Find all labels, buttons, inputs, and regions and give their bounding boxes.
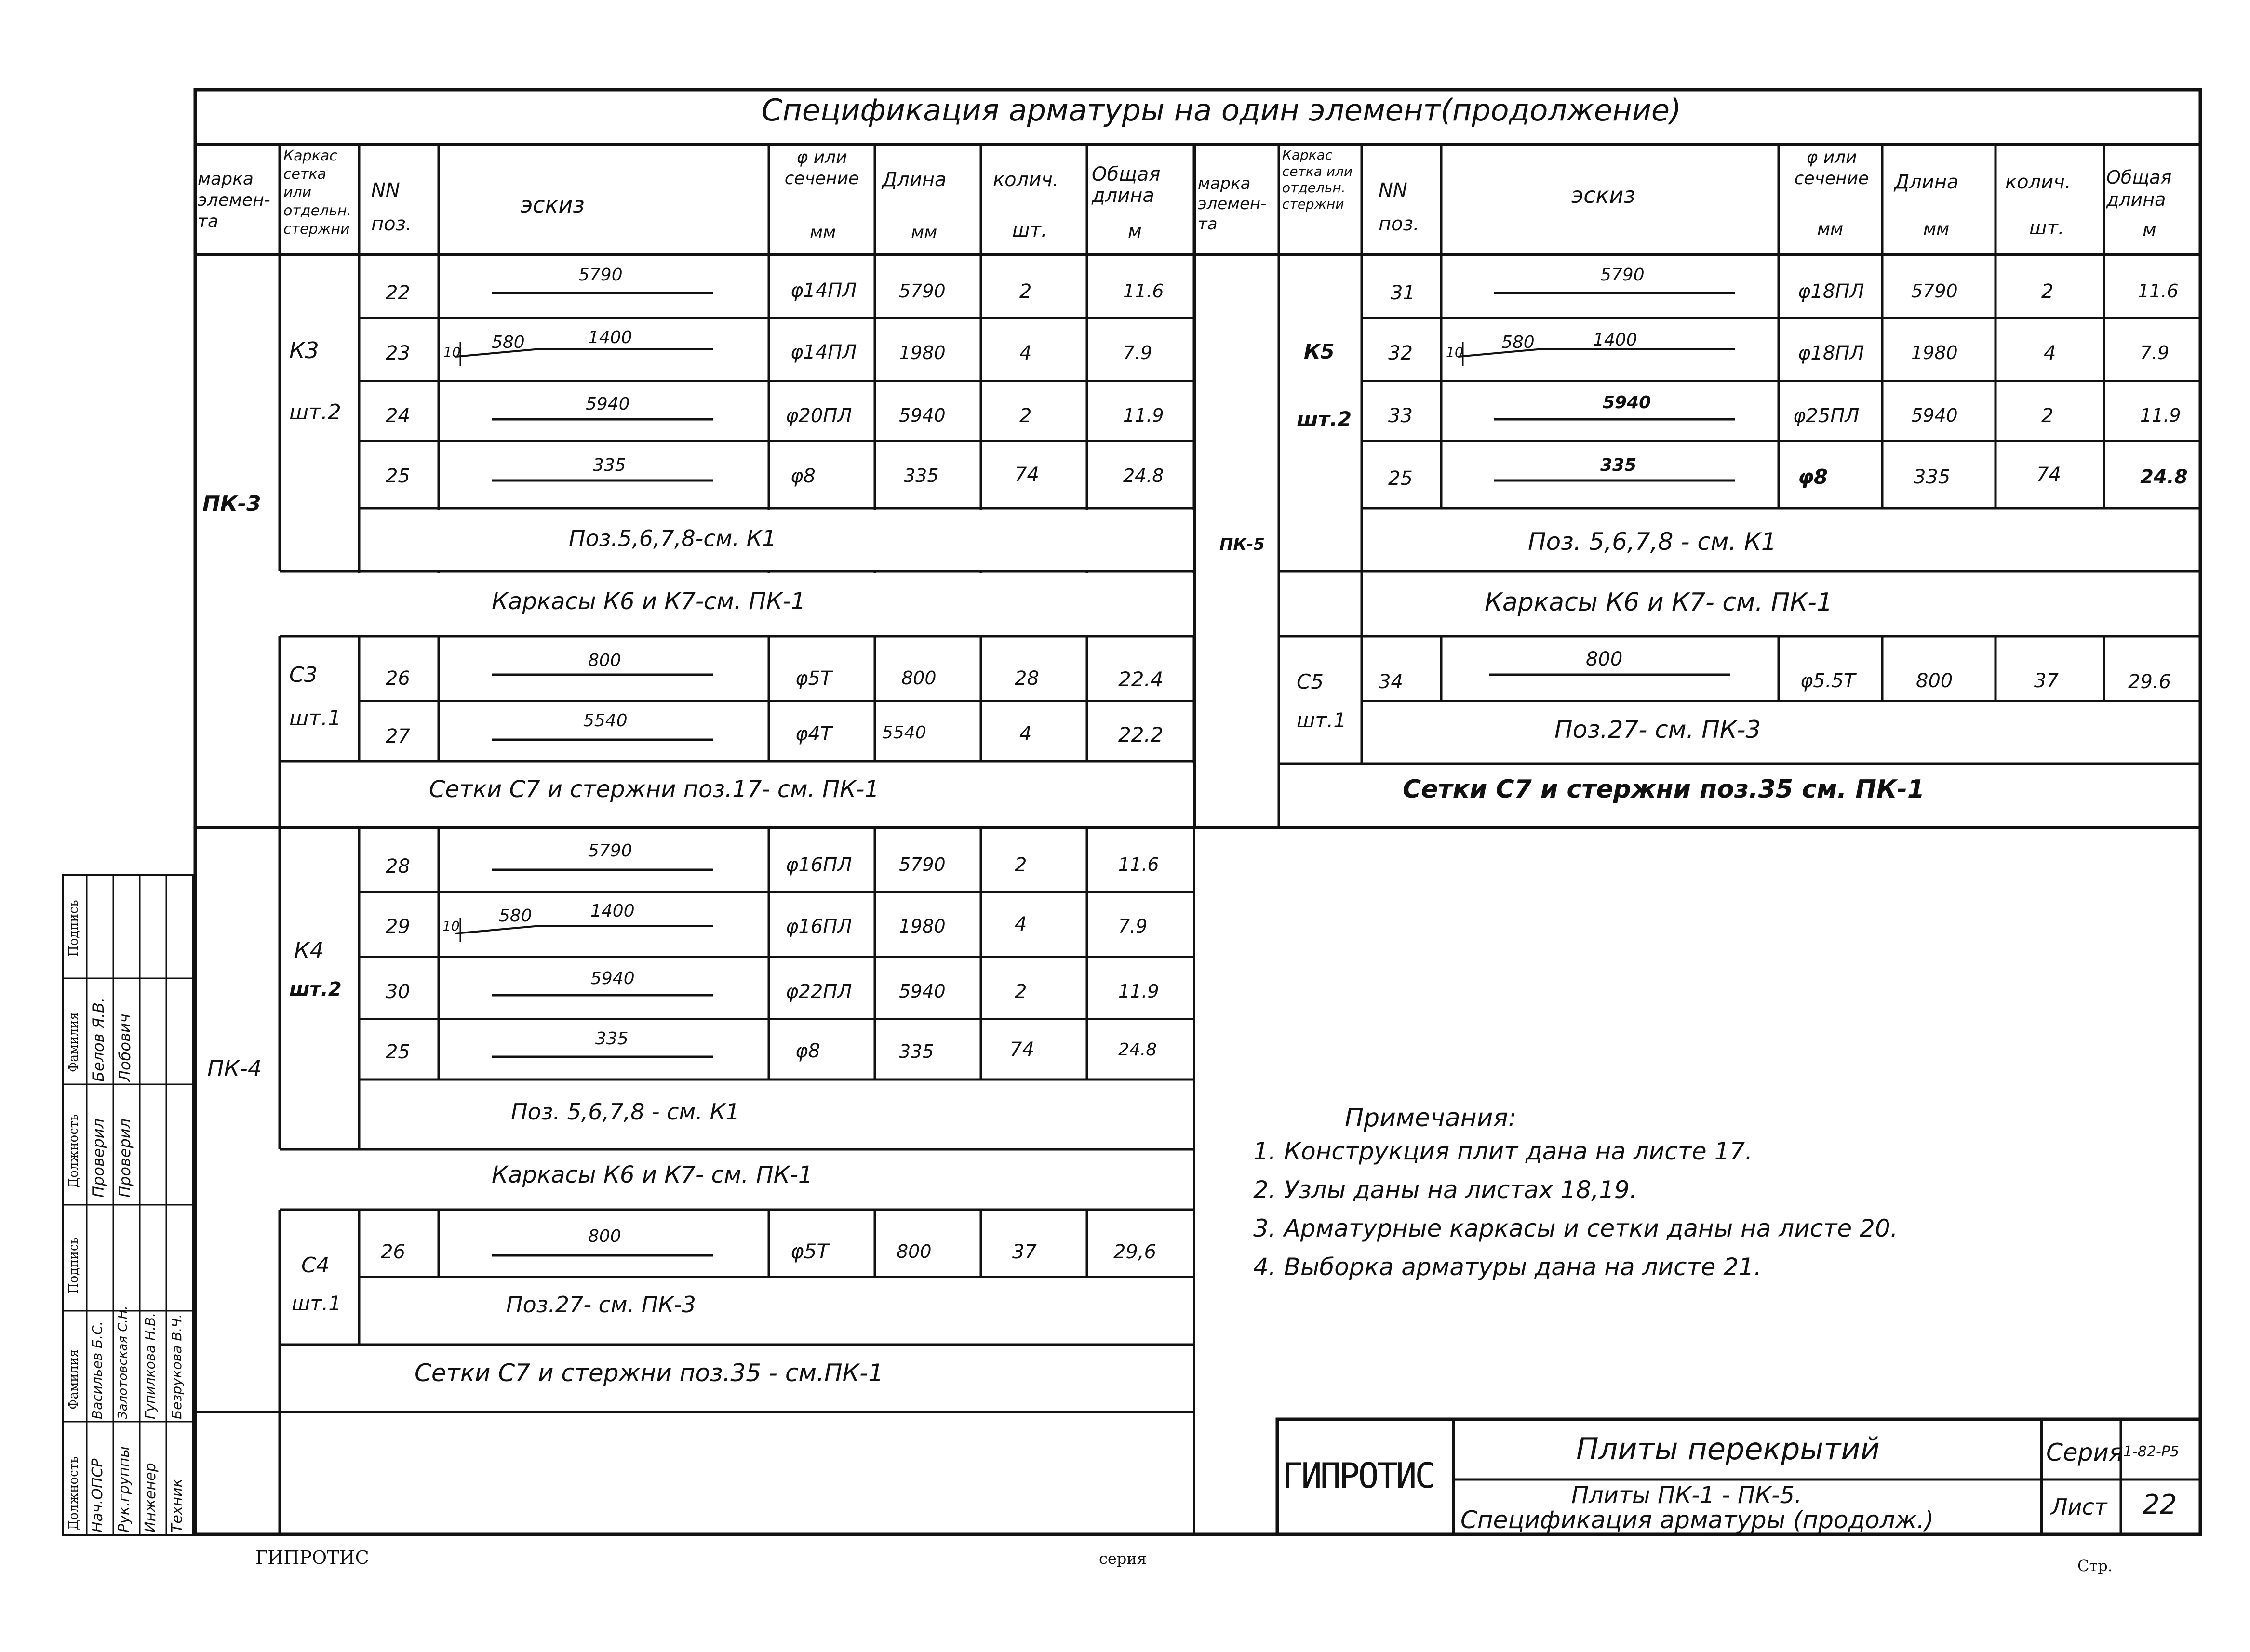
len-cell: 5940 bbox=[899, 405, 946, 426]
diam-cell: φ25ПЛ bbox=[1793, 405, 1860, 427]
len-cell: 5790 bbox=[899, 280, 946, 302]
len-cell: 1980 bbox=[899, 916, 946, 937]
len-cell: 5790 bbox=[1911, 280, 1958, 302]
len-cell: 335 bbox=[1914, 466, 1951, 488]
header-karkas: Каркас сетка или отдельн. стержни bbox=[283, 147, 352, 238]
page-title: Спецификация арматуры на один элемент(продолжение) bbox=[762, 93, 1682, 128]
total-cell: 11.9 bbox=[2140, 405, 2181, 426]
stamp-name: Лобович bbox=[116, 1013, 134, 1082]
qty-cell: 4 bbox=[1019, 342, 1032, 364]
karkas-k3: К3 bbox=[289, 337, 319, 363]
stamp-header: Подпись bbox=[67, 1237, 81, 1294]
qty-cell: 2 bbox=[1015, 981, 1027, 1003]
poz-cell: 23 bbox=[386, 342, 410, 364]
title-block-subtitle2: Спецификация арматуры (продолж.) bbox=[1460, 1506, 1934, 1534]
diam-cell: φ14ПЛ bbox=[790, 341, 857, 363]
org-logo: ГИПРОТИС bbox=[1282, 1455, 1434, 1496]
diam-cell: φ5.5Т bbox=[1800, 670, 1856, 692]
setka-c4: С4 bbox=[301, 1253, 330, 1278]
note-item: 4. Выборка арматуры дана на листе 21. bbox=[1253, 1253, 1762, 1281]
qty-cell: 2 bbox=[1019, 405, 1032, 427]
sketch-label: 5940 bbox=[586, 394, 630, 414]
seria-value: 1-82-Р5 bbox=[2123, 1443, 2180, 1460]
sketch-label: 1400 bbox=[1593, 330, 1637, 350]
poz-cell: 32 bbox=[1388, 342, 1413, 364]
poz-cell: 30 bbox=[386, 981, 410, 1003]
total-cell: 11.9 bbox=[1123, 405, 1164, 426]
qty-cell: 2 bbox=[2041, 405, 2054, 427]
setka-c4-count: шт.1 bbox=[292, 1292, 341, 1315]
setka-c3: С3 bbox=[289, 663, 318, 687]
sketch-label: 5790 bbox=[588, 841, 632, 861]
note-item: 3. Арматурные каркасы и сетки даны на листе 20. bbox=[1253, 1214, 1898, 1242]
setka-c3-count: шт.1 bbox=[289, 706, 341, 731]
poz-cell: 24 bbox=[386, 405, 410, 427]
list-label: Лист bbox=[2051, 1494, 2107, 1520]
qty-cell: 2 bbox=[1015, 854, 1027, 876]
note-karkas: Каркасы К6 и К7- см. ПК-1 bbox=[492, 1161, 813, 1188]
total-cell: 11.6 bbox=[2138, 280, 2179, 302]
diam-cell: φ18ПЛ bbox=[1798, 342, 1864, 364]
header-kolich-unit: шт. bbox=[1012, 219, 1047, 241]
header-diam-r: φ или сечение bbox=[1794, 147, 1869, 188]
stamp-position: Инженер bbox=[142, 1463, 159, 1532]
diam-cell: φ8 bbox=[790, 465, 816, 487]
total-cell: 7.9 bbox=[1118, 916, 1148, 937]
header-kolich: колич. bbox=[993, 169, 1059, 191]
title-block-subtitle1: Плиты ПК-1 - ПК-5. bbox=[1571, 1482, 1802, 1509]
qty-cell: 4 bbox=[1015, 913, 1027, 935]
note-poz: Поз.5,6,7,8-см. К1 bbox=[569, 525, 777, 551]
diam-cell: φ4Т bbox=[795, 723, 832, 745]
header-diam-unit: мм bbox=[810, 223, 836, 242]
seria-label: Серия bbox=[2046, 1439, 2123, 1466]
len-cell: 800 bbox=[1916, 670, 1953, 692]
header-eskiz-r: эскиз bbox=[1571, 182, 1635, 208]
stamp-position: Нач.ОПСР bbox=[89, 1458, 106, 1532]
diam-cell: φ8 bbox=[795, 1040, 820, 1062]
header-nn-r: NN поз. bbox=[1379, 179, 1420, 235]
header-kolich-r: колич. bbox=[2005, 171, 2071, 193]
total-cell: 24.8 bbox=[1123, 465, 1164, 486]
sketch-label: 800 bbox=[1586, 648, 1623, 670]
footer-org: ГИПРОТИС bbox=[255, 1547, 369, 1568]
marka-pk4: ПК-4 bbox=[207, 1055, 262, 1081]
diam-cell: φ5Т bbox=[795, 667, 832, 690]
sketch-label: 580 bbox=[1501, 333, 1535, 352]
total-cell: 22.2 bbox=[1118, 723, 1164, 746]
sketch-label: 335 bbox=[1600, 455, 1637, 475]
footer-page: Стр. bbox=[2077, 1557, 2113, 1575]
header-dlina-unit: мм bbox=[911, 223, 938, 242]
poz-cell: 25 bbox=[386, 465, 410, 487]
qty-cell: 37 bbox=[1012, 1241, 1037, 1263]
header-marka: марка элемен-та bbox=[198, 169, 270, 231]
stamp-header: Должность bbox=[67, 1114, 81, 1188]
len-cell: 5940 bbox=[899, 981, 946, 1002]
poz-cell: 28 bbox=[386, 855, 410, 878]
sketch-label: 10 bbox=[443, 344, 461, 360]
poz-cell: 27 bbox=[386, 725, 410, 747]
stamp-name: Белов Я.В. bbox=[89, 997, 107, 1082]
poz-cell: 26 bbox=[386, 667, 410, 690]
len-cell: 335 bbox=[899, 1041, 934, 1062]
stamp-position: Рук.группы bbox=[116, 1446, 133, 1532]
diam-cell: φ22ПЛ bbox=[786, 981, 852, 1003]
poz-cell: 26 bbox=[381, 1241, 405, 1263]
poz-cell: 34 bbox=[1379, 671, 1403, 693]
sketch-label: 5940 bbox=[590, 969, 635, 988]
header-diam: φ или сечение bbox=[784, 147, 859, 188]
header-eskiz: эскиз bbox=[521, 192, 585, 218]
stamp-position: Техник bbox=[169, 1479, 186, 1532]
karkas-k5: К5 bbox=[1304, 340, 1335, 363]
total-cell: 7.9 bbox=[1123, 342, 1152, 363]
poz-cell: 25 bbox=[1388, 467, 1413, 490]
note-karkas: Каркасы К6 и К7-см. ПК-1 bbox=[492, 588, 806, 615]
len-cell: 1980 bbox=[899, 342, 946, 363]
poz-cell: 33 bbox=[1388, 405, 1413, 427]
poz-cell: 22 bbox=[386, 282, 410, 304]
diam-cell: φ18ПЛ bbox=[1798, 280, 1864, 303]
total-cell: 11.6 bbox=[1118, 854, 1159, 875]
note-poz27: Поз.27- см. ПК-3 bbox=[506, 1292, 696, 1318]
stamp-name: Васильев Б.С. bbox=[89, 1321, 105, 1419]
title-block-title: Плиты перекрытий bbox=[1576, 1431, 1880, 1466]
note-item: 1. Конструкция плит дана на листе 17. bbox=[1253, 1137, 1753, 1165]
len-cell: 800 bbox=[897, 1241, 932, 1262]
stamp-name: Залотовская С.Н. bbox=[116, 1306, 130, 1419]
stamp-header: Фамилия bbox=[67, 1012, 81, 1072]
karkas-k3-count: шт.2 bbox=[289, 400, 341, 425]
sketch-label: 10 bbox=[1446, 344, 1463, 360]
poz-cell: 25 bbox=[386, 1041, 410, 1063]
header-obsh-unit: м bbox=[1128, 221, 1142, 242]
total-cell: 11.6 bbox=[1123, 280, 1164, 302]
header-dlina: Длина bbox=[882, 169, 947, 191]
note-item: 2. Узлы даны на листах 18,19. bbox=[1253, 1176, 1637, 1204]
note-karkas: Каркасы К6 и К7- см. ПК-1 bbox=[1485, 588, 1833, 617]
karkas-k5-count: шт.2 bbox=[1297, 407, 1352, 431]
header-karkas-r: Каркас сетка или отдельн. стержни bbox=[1282, 147, 1353, 212]
sketch-label: 580 bbox=[492, 333, 525, 352]
stamp-block bbox=[63, 875, 193, 1535]
qty-cell: 74 bbox=[2036, 464, 2061, 486]
note-setki: Сетки С7 и стержни поз.35 - см.ПК-1 bbox=[415, 1359, 884, 1387]
karkas-k4-count: шт.2 bbox=[289, 978, 342, 1000]
sketch-label: 5940 bbox=[1603, 393, 1651, 413]
sketch-label: 580 bbox=[499, 906, 532, 926]
stamp-header: Фамилия bbox=[67, 1349, 81, 1410]
len-cell: 335 bbox=[904, 465, 939, 486]
total-cell: 29.6 bbox=[2128, 671, 2171, 693]
poz-cell: 29 bbox=[386, 916, 410, 938]
sketch-label: 5790 bbox=[1600, 265, 1645, 285]
sketch-label: 5540 bbox=[583, 711, 628, 731]
stamp-name: Безрукова В.Ч. bbox=[169, 1314, 185, 1419]
poz-cell: 31 bbox=[1391, 282, 1415, 304]
qty-cell: 4 bbox=[1019, 723, 1032, 745]
sketch-label: 335 bbox=[595, 1029, 629, 1049]
diam-cell: φ20ПЛ bbox=[786, 405, 852, 427]
setka-c5-count: шт.1 bbox=[1297, 708, 1346, 732]
diam-cell: φ14ПЛ bbox=[790, 280, 857, 302]
sketch-label: 5790 bbox=[578, 265, 623, 285]
sketch-label: 10 bbox=[442, 918, 460, 934]
karkas-k4: К4 bbox=[294, 937, 324, 963]
stamp-position: Проверил bbox=[89, 1118, 107, 1198]
header-obsh-unit-r: м bbox=[2143, 219, 2156, 240]
header-diam-unit-r: мм bbox=[1817, 219, 1844, 239]
header-nn: NN поз. bbox=[371, 179, 412, 235]
len-cell: 5940 bbox=[1911, 405, 1958, 426]
len-cell: 1980 bbox=[1911, 342, 1958, 363]
qty-cell: 37 bbox=[2034, 670, 2059, 692]
marka-pk3: ПК-3 bbox=[202, 492, 261, 516]
total-cell: 29,6 bbox=[1113, 1241, 1157, 1263]
stamp-header: Должность bbox=[67, 1456, 81, 1530]
qty-cell: 74 bbox=[1010, 1039, 1034, 1061]
len-cell: 800 bbox=[901, 667, 937, 689]
len-cell: 5540 bbox=[882, 723, 926, 743]
total-cell: 22.4 bbox=[1118, 667, 1164, 691]
total-cell: 11.9 bbox=[1118, 981, 1159, 1002]
header-obsh-r: Общая длина bbox=[2106, 167, 2172, 210]
header-obsh: Общая длина bbox=[1092, 163, 1161, 207]
total-cell: 24.8 bbox=[2140, 466, 2188, 488]
stamp-position: Проверил bbox=[116, 1118, 134, 1198]
diam-cell: φ8 bbox=[1798, 465, 1828, 489]
qty-cell: 74 bbox=[1015, 464, 1039, 486]
notes-heading: Примечания: bbox=[1345, 1104, 1517, 1132]
list-value: 22 bbox=[2143, 1489, 2177, 1520]
header-dlina-unit-r: мм bbox=[1923, 219, 1950, 239]
sketch-label: 1400 bbox=[590, 901, 635, 921]
setka-c5: С5 bbox=[1297, 670, 1324, 693]
header-dlina-r: Длина bbox=[1894, 171, 1959, 193]
qty-cell: 2 bbox=[1019, 280, 1032, 303]
marka-pk5: ПК-5 bbox=[1219, 535, 1265, 554]
total-cell: 7.9 bbox=[2140, 342, 2170, 363]
sketch-label: 335 bbox=[593, 455, 626, 475]
note-setki: Сетки С7 и стержни поз.17- см. ПК-1 bbox=[429, 776, 879, 803]
note-poz27: Поз.27- см. ПК-3 bbox=[1554, 716, 1761, 744]
note-poz: Поз. 5,6,7,8 - см. К1 bbox=[1528, 528, 1777, 556]
sketch-label: 800 bbox=[588, 1226, 621, 1246]
diam-cell: φ5Т bbox=[790, 1239, 830, 1263]
footer-seria: серия bbox=[1099, 1549, 1147, 1568]
diam-cell: φ16ПЛ bbox=[786, 854, 852, 876]
len-cell: 5790 bbox=[899, 854, 946, 875]
note-setki: Сетки С7 и стержни поз.35 см. ПК-1 bbox=[1403, 775, 1925, 804]
diam-cell: φ16ПЛ bbox=[786, 916, 852, 938]
header-kolich-unit-r: шт. bbox=[2029, 217, 2064, 239]
header-marka-r: марка элемен-та bbox=[1198, 174, 1267, 234]
sketch-label: 1400 bbox=[588, 328, 632, 347]
qty-cell: 4 bbox=[2044, 342, 2056, 364]
stamp-name: Гупилкова Н.В. bbox=[142, 1312, 158, 1419]
qty-cell: 28 bbox=[1015, 667, 1039, 690]
total-cell: 24.8 bbox=[1118, 1040, 1157, 1060]
qty-cell: 2 bbox=[2041, 280, 2054, 303]
note-poz: Поз. 5,6,7,8 - см. К1 bbox=[511, 1099, 740, 1125]
sketch-label: 800 bbox=[588, 651, 621, 670]
stamp-header: Подпись bbox=[67, 900, 81, 957]
